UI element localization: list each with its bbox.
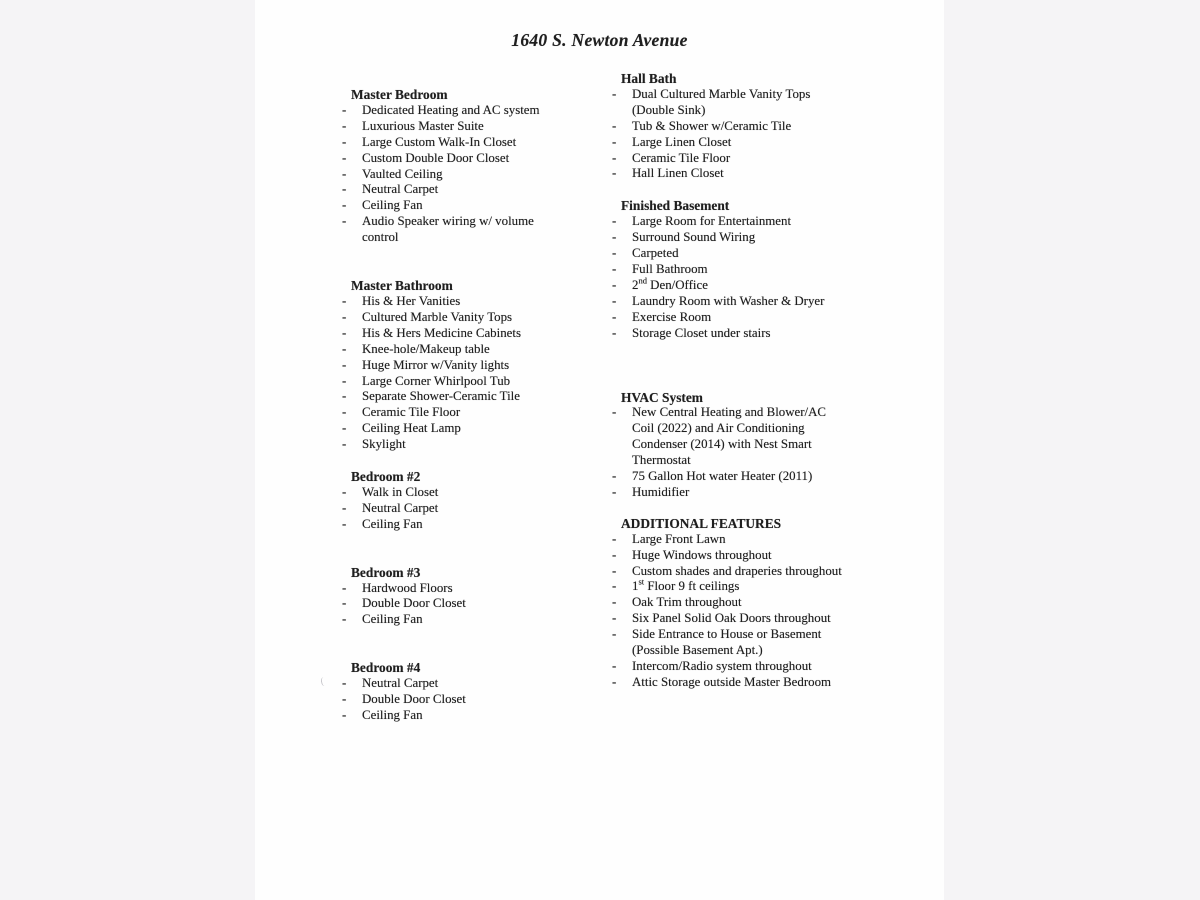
feature-item [611,166,883,182]
feature-item [341,501,589,517]
feature-item [341,612,589,628]
feature-item-text: 2nd Den/Office [632,275,708,292]
bullet-dash: - [342,325,347,340]
bullet-dash: - [612,214,617,229]
bullet-dash: - [342,341,347,356]
feature-item-text: Separate Shower-Ceramic Tile [362,389,520,404]
bullet-dash: - [612,547,617,562]
feature-item [611,119,883,135]
feature-item [611,230,883,246]
feature-item [611,275,883,294]
feature-item-text: Oak Trim throughout [632,595,742,610]
feature-item [611,469,883,485]
feature-item-text: Vaulted Ceiling [362,166,443,181]
feature-item-text: 75 Gallon Hot water Heater (2011) [632,469,813,484]
feature-item [611,214,883,230]
bullet-dash: - [342,596,347,611]
feature-item-text: Dual Cultured Marble Vanity Tops (Double Sink) [632,86,811,117]
bullet-dash: - [342,373,347,388]
feature-item-text: Neutral Carpet [362,182,439,197]
bullet-dash: - [342,118,347,133]
feature-item-text: Full Bathroom [632,261,708,276]
feature-item [341,485,589,501]
feature-item [611,262,883,278]
feature-item [611,310,883,326]
feature-item [341,676,589,692]
feature-item [341,389,589,405]
feature-item [341,692,589,708]
feature-item-text: Large Room for Entertainment [632,214,792,229]
feature-item-text: Large Linen Closet [632,134,732,149]
feature-item-text: Carpeted [632,246,679,261]
feature-item [341,119,589,135]
section-master-bathroom [341,278,589,453]
section-title: Finished Basement [621,198,730,214]
section-additional-features [611,516,883,691]
bullet-dash: - [342,612,347,627]
feature-item-text: Ceramic Tile Floor [362,405,461,420]
feature-item-text: Neutral Carpet [362,500,439,515]
column-left [341,87,589,724]
feature-item [341,405,589,421]
feature-item [341,214,589,246]
feature-item-text: Ceiling Heat Lamp [362,421,461,436]
bullet-dash: - [612,484,617,499]
feature-item [611,405,883,469]
section-title: Master Bathroom [351,278,453,294]
feature-item [611,675,883,691]
feature-item [341,358,589,374]
feature-item-text: Ceramic Tile Floor [632,150,731,165]
bullet-dash: - [612,134,617,149]
feature-item-text: Hardwood Floors [362,580,453,595]
bullet-dash: - [342,708,347,722]
bullet-dash: - [342,692,347,707]
feature-item [611,611,883,627]
feature-item-text: Intercom/Radio system throughout [632,659,812,673]
feature-item-text: Double Door Closet [362,596,466,611]
bullet-dash: - [342,102,347,117]
bullet-dash: - [612,595,617,610]
bullet-dash: - [612,405,617,420]
bullet-dash: - [342,309,347,324]
feature-item [611,564,883,580]
feature-item [341,310,589,326]
feature-item-text: Tub & Shower w/Ceramic Tile [632,118,792,133]
section-hall-bath [611,71,883,182]
feature-item [341,326,589,342]
section-title: Bedroom #3 [351,564,421,580]
bullet-dash: - [612,579,617,594]
feature-item-text: Ceiling Fan [362,198,423,213]
feature-item [341,596,589,612]
section-title: Hall Bath [621,71,677,86]
document-title: 1640 S. Newton Avenue [511,30,688,50]
bullet-dash: - [342,437,347,452]
feature-item-text: Surround Sound Wiring [632,230,756,245]
section-bedroom-3 [341,565,589,629]
bullet-dash: - [612,611,617,626]
bullet-dash: - [342,182,347,197]
feature-item-text: His & Hers Medicine Cabinets [362,325,521,340]
section-title: Bedroom #2 [351,469,421,485]
feature-item-text: Neutral Carpet [362,676,439,691]
feature-item [341,421,589,437]
feature-item-text: Storage Closet under stairs [632,325,771,340]
bullet-dash: - [612,325,617,340]
feature-item-text: Huge Mirror w/Vanity lights [362,357,510,372]
feature-item-text: Ceiling Fan [362,708,423,722]
feature-item-text: Large Custom Walk-In Closet [362,134,517,149]
bullet-dash: - [612,277,617,292]
feature-item-text: Humidifier [632,484,690,499]
bullet-dash: - [342,150,347,165]
feature-item-text: Large Corner Whirlpool Tub [362,373,511,388]
feature-item [341,135,589,151]
feature-item [611,532,883,548]
feature-item-text: Side Entrance to House or Basement (Possible Basement Apt.) [632,627,822,658]
bullet-dash: - [612,531,617,546]
feature-item [611,326,883,342]
feature-item-text: Large Front Lawn [632,531,726,546]
bullet-dash: - [342,676,347,691]
bullet-dash: - [342,357,347,372]
bullet-dash: - [342,580,347,595]
feature-item [611,135,883,151]
feature-item-text: Attic Storage outside Master Bedroom [632,674,832,689]
bullet-dash: - [342,389,347,404]
bullet-dash: - [342,134,347,149]
feature-item-text: Cultured Marble Vanity Tops [362,309,513,324]
feature-item-text: Walk in Closet [362,484,439,499]
feature-item-text: Huge Windows throughout [632,547,772,562]
feature-item [611,294,883,310]
feature-item [341,198,589,214]
feature-item [611,627,883,659]
feature-item [341,294,589,310]
section-title: HVAC System [621,389,703,405]
feature-item [611,579,883,595]
feature-item [341,437,589,453]
bullet-dash: - [612,246,617,261]
section-bedroom-2 [341,469,589,533]
feature-item [611,595,883,611]
bullet-dash: - [342,405,347,420]
bullet-dash: - [342,516,347,531]
section-title: Master Bedroom [351,87,448,102]
feature-item-text: Ceiling Fan [362,612,423,627]
feature-item-text: Hall Linen Closet [632,166,724,181]
feature-item-text: Exercise Room [632,309,712,324]
feature-item-text: Skylight [362,437,406,452]
bullet-dash: - [612,627,617,642]
document-page [255,0,944,900]
feature-item-text: Custom shades and draperies throughout [632,563,842,578]
feature-item-text: 1st Floor 9 ft ceilings [632,577,740,594]
feature-item [341,103,589,119]
bullet-dash: - [612,659,617,673]
feature-item-text: Six Panel Solid Oak Doors throughout [632,611,831,626]
feature-item-text: Dedicated Heating and AC system [362,102,540,117]
feature-item [341,167,589,183]
feature-item [341,708,589,724]
bullet-dash: - [612,230,617,245]
feature-item-text: Knee-hole/Makeup table [362,341,490,356]
bullet-dash: - [342,214,347,229]
feature-item-text: Custom Double Door Closet [362,150,510,165]
section-master-bedroom [341,87,589,246]
feature-item [611,87,883,119]
bullet-dash: - [612,261,617,276]
bullet-dash: - [612,563,617,578]
section-title: Bedroom #4 [351,660,421,676]
bullet-dash: - [342,484,347,499]
bullet-dash: - [612,293,617,308]
section-title: ADDITIONAL FEATURES [621,515,782,531]
feature-item [611,151,883,167]
feature-item-text: Ceiling Fan [362,516,423,531]
section-hvac-system [611,390,883,501]
feature-item-text: His & Her Vanities [362,293,461,308]
bullet-dash: - [612,309,617,324]
feature-item [341,517,589,533]
feature-item-text: New Central Heating and Blower/AC Coil (2022) and Air Conditioning Condenser (2014) with Nest Smart Thermostat [632,405,827,468]
feature-item-text: Double Door Closet [362,692,466,707]
feature-item [611,246,883,262]
feature-item [341,342,589,358]
feature-item [611,659,883,675]
bullet-dash: - [612,166,617,181]
bullet-dash: - [612,118,617,133]
section-bedroom-4 [341,660,589,724]
bullet-dash: - [342,166,347,181]
feature-item-text: Laundry Room with Washer & Dryer [632,293,825,308]
bullet-dash: - [612,674,617,689]
scan-artifact [320,677,327,687]
bullet-dash: - [612,469,617,484]
bullet-dash: - [342,293,347,308]
bullet-dash: - [612,86,617,101]
feature-item [341,374,589,390]
feature-item-text: Luxurious Master Suite [362,118,484,133]
feature-item [341,182,589,198]
bullet-dash: - [612,150,617,165]
feature-item [611,548,883,564]
bullet-dash: - [342,421,347,436]
feature-item [341,151,589,167]
bullet-dash: - [342,198,347,213]
feature-item-text: Audio Speaker wiring w/ volume control [362,214,534,245]
feature-item [341,581,589,597]
section-finished-basement [611,198,883,341]
feature-item [611,485,883,501]
bullet-dash: - [342,500,347,515]
column-right [611,71,883,691]
